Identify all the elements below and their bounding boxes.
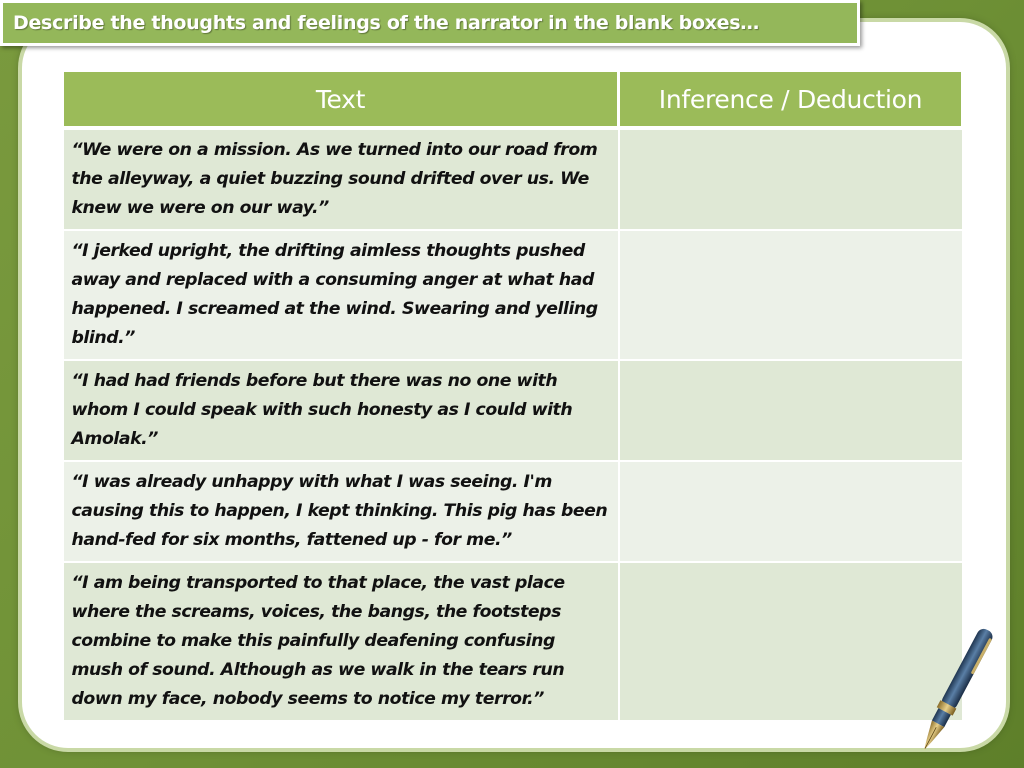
quote-cell: “I had had friends before but there was no one with whom I could speak with such honesty as I could with Amolak.” [63, 360, 619, 461]
instruction-text: Describe the thoughts and feelings of the narrator in the blank boxes… [13, 12, 759, 34]
table-row [63, 360, 963, 461]
instruction-banner [0, 0, 860, 46]
table-row [63, 461, 963, 562]
header-inference: Inference / Deduction [619, 71, 963, 129]
table-header-row [63, 71, 963, 129]
quote-cell: “I was already unhappy with what I was seeing. I'm causing this to happen, I kept thinking. This pig has been hand-fed for six months, fattened up - for me.” [63, 461, 619, 562]
table-row [63, 128, 963, 230]
inference-cell[interactable] [619, 230, 963, 360]
quote-cell: “I jerked upright, the drifting aimless thoughts pushed away and replaced with a consuming anger at what had happened. I screamed at the wind. Swearing and yelling blind.” [63, 230, 619, 360]
inference-table [61, 69, 964, 722]
inference-cell[interactable] [619, 360, 963, 461]
quote-cell: “We were on a mission. As we turned into our road from the alleyway, a quiet buzzing sound drifted over us. We knew we were on our way.” [63, 128, 619, 230]
inference-cell[interactable] [619, 461, 963, 562]
table-row [63, 562, 963, 721]
quote-cell: “I am being transported to that place, the vast place where the screams, voices, the bangs, the footsteps combine to make this painfully deafening confusing mush of sound. Although as we walk in the tears run down my face, nobody seems to notice my terror.” [63, 562, 619, 721]
fountain-pen-icon [900, 620, 1010, 765]
table-row [63, 230, 963, 360]
inference-cell[interactable] [619, 128, 963, 230]
header-text: Text [63, 71, 619, 129]
